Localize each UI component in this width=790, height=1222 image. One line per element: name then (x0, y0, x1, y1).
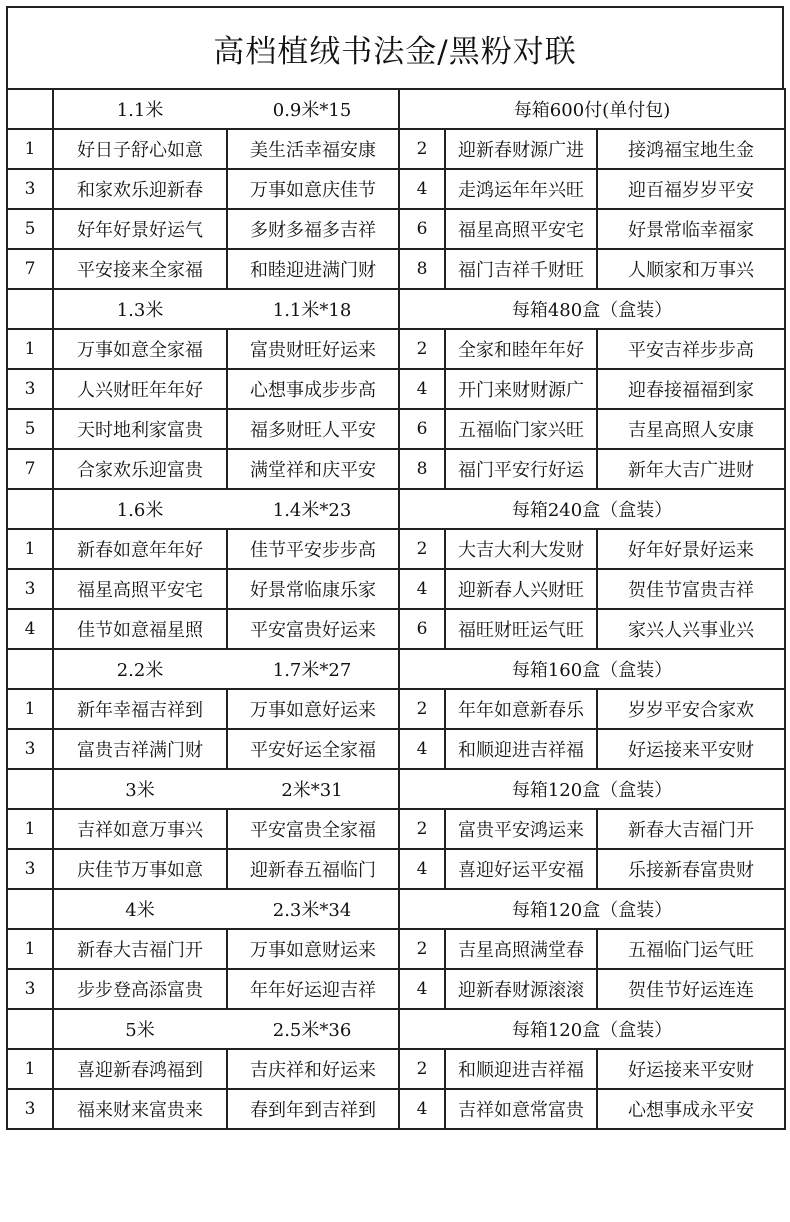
couplet-lower: 贺佳节好运连连 (597, 969, 785, 1009)
table-row (7, 129, 785, 169)
item-number: 4 (399, 369, 445, 409)
couplet-lower: 年年好运迎吉祥 (227, 969, 399, 1009)
item-number: 1 (7, 529, 53, 569)
item-number: 6 (399, 209, 445, 249)
couplet-lower: 好运接来平安财 (597, 1049, 785, 1089)
couplet-upper: 走鸿运年年兴旺 (445, 169, 597, 209)
item-number: 4 (399, 169, 445, 209)
couplet-lower: 好年好景好运来 (597, 529, 785, 569)
table-row (7, 689, 785, 729)
couplet-upper: 合家欢乐迎富贵 (53, 449, 227, 489)
section-header-row (7, 1009, 785, 1049)
couplet-lower: 满堂祥和庆平安 (227, 449, 399, 489)
couplet-lower: 多财多福多吉祥 (227, 209, 399, 249)
couplet-lower: 心想事成永平安 (597, 1089, 785, 1129)
table-row (7, 209, 785, 249)
section-size: 1.3米 (116, 300, 164, 321)
item-number: 2 (399, 1049, 445, 1089)
section-spec: 2.3米*34 (272, 900, 352, 921)
item-number: 2 (399, 809, 445, 849)
item-number: 6 (399, 409, 445, 449)
couplet-lower: 美生活幸福安康 (227, 129, 399, 169)
couplet-lower: 迎新春五福临门 (227, 849, 399, 889)
section-size-cell (53, 1009, 399, 1049)
couplet-upper: 平安接来全家福 (53, 249, 227, 289)
couplet-lower: 平安好运全家福 (227, 729, 399, 769)
couplet-lower: 新春大吉福门开 (597, 809, 785, 849)
couplet-upper: 吉星高照满堂春 (445, 929, 597, 969)
couplet-upper: 和顺迎进吉祥福 (445, 1049, 597, 1089)
couplet-upper: 万事如意全家福 (53, 329, 227, 369)
section-size: 5米 (125, 1020, 155, 1041)
couplet-lower: 人顺家和万事兴 (597, 249, 785, 289)
couplet-lower: 平安富贵全家福 (227, 809, 399, 849)
price-sheet (6, 6, 784, 1130)
item-number: 4 (399, 849, 445, 889)
section-box-info: 每箱600付(单付包) (399, 89, 785, 129)
section-size: 1.1米 (116, 100, 164, 121)
item-number: 2 (399, 689, 445, 729)
item-number: 4 (399, 969, 445, 1009)
header-blank-cell (7, 769, 53, 809)
item-number: 4 (399, 1089, 445, 1129)
couplet-upper: 全家和睦年年好 (445, 329, 597, 369)
section-spec: 0.9米*15 (272, 100, 352, 121)
table-row (7, 929, 785, 969)
section-box-info: 每箱120盒（盒装） (399, 889, 785, 929)
item-number: 1 (7, 689, 53, 729)
item-number: 4 (399, 569, 445, 609)
section-spec: 1.4米*23 (272, 500, 352, 521)
couplet-lower: 心想事成步步高 (227, 369, 399, 409)
section-box-info: 每箱240盒（盒装） (399, 489, 785, 529)
section-size-cell (53, 649, 399, 689)
item-number: 1 (7, 1049, 53, 1089)
item-number: 3 (7, 969, 53, 1009)
couplet-upper: 吉祥如意常富贵 (445, 1089, 597, 1129)
couplet-lower: 岁岁平安合家欢 (597, 689, 785, 729)
table-row (7, 409, 785, 449)
couplet-table (6, 88, 786, 1130)
table-row (7, 369, 785, 409)
couplet-lower: 五福临门运气旺 (597, 929, 785, 969)
couplet-upper: 迎新春财源滚滚 (445, 969, 597, 1009)
section-size: 1.6米 (116, 500, 164, 521)
header-blank-cell (7, 289, 53, 329)
couplet-upper: 福星高照平安宅 (53, 569, 227, 609)
item-number: 8 (399, 249, 445, 289)
section-spec: 1.7米*27 (272, 660, 352, 681)
section-size: 3米 (125, 780, 155, 801)
table-row (7, 609, 785, 649)
couplet-lower: 吉庆祥和好运来 (227, 1049, 399, 1089)
couplet-lower: 好景常临康乐家 (227, 569, 399, 609)
table-row (7, 249, 785, 289)
section-size-cell (53, 769, 399, 809)
couplet-upper: 喜迎新春鸿福到 (53, 1049, 227, 1089)
couplet-lower: 好景常临幸福家 (597, 209, 785, 249)
couplet-lower: 平安富贵好运来 (227, 609, 399, 649)
couplet-upper: 福来财来富贵来 (53, 1089, 227, 1129)
couplet-upper: 大吉大利大发财 (445, 529, 597, 569)
table-row (7, 449, 785, 489)
couplet-upper: 吉祥如意万事兴 (53, 809, 227, 849)
section-spec: 2米*31 (281, 780, 343, 801)
couplet-upper: 和顺迎进吉祥福 (445, 729, 597, 769)
table-row (7, 849, 785, 889)
item-number: 3 (7, 1089, 53, 1129)
section-box-info: 每箱120盒（盒装） (399, 1009, 785, 1049)
couplet-upper: 佳节如意福星照 (53, 609, 227, 649)
section-size-cell (53, 89, 399, 129)
couplet-lower: 万事如意好运来 (227, 689, 399, 729)
table-row (7, 809, 785, 849)
table-row (7, 529, 785, 569)
item-number: 4 (7, 609, 53, 649)
couplet-upper: 福门吉祥千财旺 (445, 249, 597, 289)
item-number: 5 (7, 209, 53, 249)
item-number: 1 (7, 329, 53, 369)
couplet-lower: 福多财旺人平安 (227, 409, 399, 449)
couplet-upper: 富贵吉祥满门财 (53, 729, 227, 769)
section-spec: 1.1米*18 (272, 300, 352, 321)
table-row (7, 969, 785, 1009)
couplet-upper: 人兴财旺年年好 (53, 369, 227, 409)
couplet-lower: 和睦迎进满门财 (227, 249, 399, 289)
item-number: 7 (7, 449, 53, 489)
couplet-lower: 家兴人兴事业兴 (597, 609, 785, 649)
couplet-upper: 新春大吉福门开 (53, 929, 227, 969)
couplet-lower: 迎百福岁岁平安 (597, 169, 785, 209)
item-number: 8 (399, 449, 445, 489)
section-header-row (7, 489, 785, 529)
header-blank-cell (7, 649, 53, 689)
section-size: 2.2米 (116, 660, 164, 681)
couplet-upper: 步步登高添富贵 (53, 969, 227, 1009)
table-row (7, 729, 785, 769)
item-number: 3 (7, 169, 53, 209)
section-spec: 2.5米*36 (272, 1020, 352, 1041)
sheet-title: 高档植绒书法金/黑粉对联 (6, 6, 784, 88)
couplet-lower: 万事如意庆佳节 (227, 169, 399, 209)
couplet-upper: 富贵平安鸿运来 (445, 809, 597, 849)
couplet-upper: 开门来财财源广 (445, 369, 597, 409)
item-number: 3 (7, 369, 53, 409)
section-header-row (7, 889, 785, 929)
section-header-row (7, 769, 785, 809)
section-box-info: 每箱160盒（盒装） (399, 649, 785, 689)
item-number: 3 (7, 569, 53, 609)
couplet-upper: 福门平安行好运 (445, 449, 597, 489)
couplet-lower: 乐接新春富贵财 (597, 849, 785, 889)
couplet-upper: 五福临门家兴旺 (445, 409, 597, 449)
item-number: 3 (7, 729, 53, 769)
couplet-lower: 迎春接福福到家 (597, 369, 785, 409)
item-number: 2 (399, 529, 445, 569)
item-number: 1 (7, 929, 53, 969)
couplet-upper: 好日子舒心如意 (53, 129, 227, 169)
item-number: 3 (7, 849, 53, 889)
couplet-lower: 吉星高照人安康 (597, 409, 785, 449)
section-size-cell (53, 889, 399, 929)
couplet-lower: 新年大吉广进财 (597, 449, 785, 489)
item-number: 1 (7, 129, 53, 169)
couplet-upper: 新春如意年年好 (53, 529, 227, 569)
couplet-lower: 平安吉祥步步高 (597, 329, 785, 369)
couplet-upper: 迎新春财源广进 (445, 129, 597, 169)
couplet-upper: 庆佳节万事如意 (53, 849, 227, 889)
item-number: 2 (399, 929, 445, 969)
couplet-upper: 好年好景好运气 (53, 209, 227, 249)
couplet-upper: 年年如意新春乐 (445, 689, 597, 729)
section-size: 4米 (125, 900, 155, 921)
header-blank-cell (7, 1009, 53, 1049)
header-blank-cell (7, 489, 53, 529)
item-number: 5 (7, 409, 53, 449)
section-box-info: 每箱480盒（盒装） (399, 289, 785, 329)
couplet-lower: 春到年到吉祥到 (227, 1089, 399, 1129)
table-row (7, 329, 785, 369)
couplet-lower: 好运接来平安财 (597, 729, 785, 769)
couplet-upper: 新年幸福吉祥到 (53, 689, 227, 729)
couplet-upper: 迎新春人兴财旺 (445, 569, 597, 609)
couplet-lower: 贺佳节富贵吉祥 (597, 569, 785, 609)
header-blank-cell (7, 89, 53, 129)
couplet-lower: 接鸿福宝地生金 (597, 129, 785, 169)
header-blank-cell (7, 889, 53, 929)
section-header-row (7, 649, 785, 689)
table-row (7, 569, 785, 609)
section-header-row (7, 289, 785, 329)
couplet-upper: 天时地利家富贵 (53, 409, 227, 449)
item-number: 1 (7, 809, 53, 849)
table-row (7, 169, 785, 209)
section-box-info: 每箱120盒（盒装） (399, 769, 785, 809)
couplet-upper: 福旺财旺运气旺 (445, 609, 597, 649)
item-number: 7 (7, 249, 53, 289)
section-header-row (7, 89, 785, 129)
couplet-upper: 喜迎好运平安福 (445, 849, 597, 889)
table-row (7, 1049, 785, 1089)
section-size-cell (53, 489, 399, 529)
couplet-lower: 万事如意财运来 (227, 929, 399, 969)
couplet-lower: 佳节平安步步高 (227, 529, 399, 569)
couplet-lower: 富贵财旺好运来 (227, 329, 399, 369)
item-number: 2 (399, 329, 445, 369)
table-row (7, 1089, 785, 1129)
couplet-upper: 和家欢乐迎新春 (53, 169, 227, 209)
item-number: 4 (399, 729, 445, 769)
couplet-upper: 福星高照平安宅 (445, 209, 597, 249)
item-number: 6 (399, 609, 445, 649)
item-number: 2 (399, 129, 445, 169)
section-size-cell (53, 289, 399, 329)
